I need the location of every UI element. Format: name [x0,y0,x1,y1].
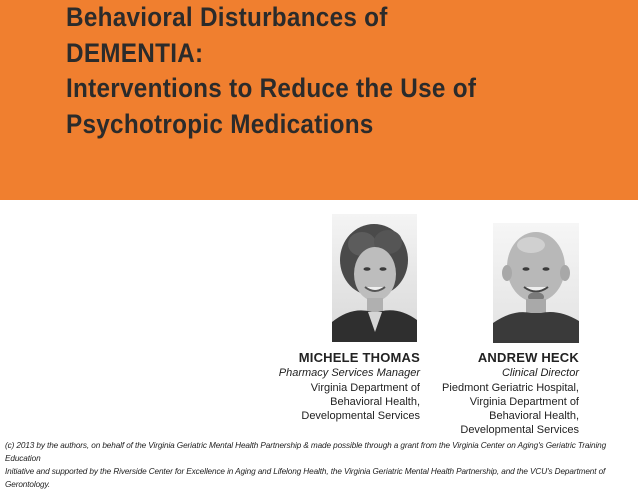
presenter-org-line: Developmental Services [460,424,579,436]
presenter-role: Clinical Director [501,367,579,379]
presenter-role: Pharmacy Services Manager [278,367,420,379]
footer-line-2: Initiative and supported by the Riverside Center for Excellence in Aging and Lifelong Health, the Virginia Geriatric Mental Health Partnership, and the VCU's Department of Gerontology. [5,467,606,489]
title-line-4: Psychotropic Medications [66,108,374,139]
title-band [0,0,638,200]
photo-michele-thomas [332,214,417,342]
presenter-org-line: Behavioral Health, [330,396,420,408]
title-line-1: Behavioral Disturbances of [66,2,388,32]
presenter-org-line: Virginia Department of [310,382,420,394]
presenter-org-line: Developmental Services [301,410,420,422]
presenter-name: ANDREW HECK [477,350,579,365]
presenter-name: MICHELE THOMAS [298,350,420,365]
photo-andrew-heck [493,223,579,343]
presenter-org-line: Virginia Department of [469,396,579,408]
presenter-andrew-heck [379,349,579,437]
title-line-3: Interventions to Reduce the Use of [66,73,477,103]
copyright-footer [5,439,635,491]
footer-line-1: (c) 2013 by the authors, on behalf of the Virginia Geriatric Mental Health Partnership & made possible through a grant from the Virginia Center on Aging's Geriatric Training Education [5,441,607,463]
presenter-org-line: Piedmont Geriatric Hospital, [442,382,579,394]
presenter-org-line: Behavioral Health, [489,410,579,422]
slide-title [66,0,606,142]
title-line-2: DEMENTIA: [66,37,204,68]
